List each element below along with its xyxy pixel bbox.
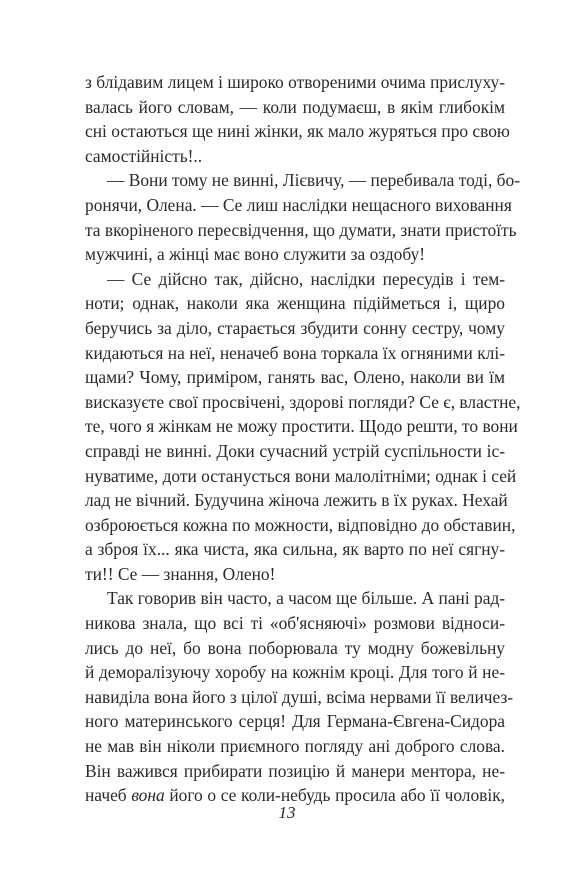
text-line: валась його словам, — коли подумаєш, в якім глибокім (85, 96, 505, 117)
text-line: лад не вічний. Будучина жіноча лежить в їх руках. Нехай (85, 490, 508, 511)
text-line: справді не винні. Доки сучасний устрій суспільности іс- (85, 440, 505, 461)
text-line: а зброя їх... яка чиста, яка сильна, як варто по неї сягну- (85, 539, 505, 560)
text-line: Він важився прибирати позицію й манери ментора, не- (85, 760, 505, 781)
text-line: — Вони тому не винні, Лієвичу, — перебивала тоді, бо- (107, 170, 521, 191)
text-line: кидаються на неї, неначеб вона торкала їх огняними клі- (85, 342, 505, 363)
text-line: лись до неї, бо вона поборювала ту модну божевільну (85, 637, 505, 658)
text-line: з блідавим лицем і широко отвореними очима прислуху- (85, 72, 505, 92)
text-line: та вкоріненого пересвідчення, що думати, знати пристоїть (85, 219, 517, 240)
text-line: не мав він ніколи приємного погляду ані доброго слова. (85, 736, 505, 757)
text-line: никова знала, що всі ті «об'ясняючі» розмови відноси- (85, 613, 505, 634)
text-line: те, чого я жінкам не можу простити. Щодо решти, то вони (85, 416, 518, 437)
text-line: начеб вона його о се коли-небудь просила або її чоловік, (85, 785, 505, 806)
text-line: беручись за діло, старається збудити сонну сестру, чому (85, 317, 505, 338)
text-line: щами? Чому, приміром, ганять вас, Олено, наколи ви їм (85, 367, 505, 388)
text-line: ти!! Се — знання, Олено! (85, 563, 276, 584)
body-text (85, 70, 521, 808)
text-line: нуватиме, доти останусться вони малолітніми; однак і сей (85, 465, 517, 486)
text-line: мужчині, а жінці має воно служити за оздобу! (85, 244, 426, 265)
text-line: самостійність!.. (85, 145, 203, 166)
text-line: ронячи, Олена. — Се лиш наслідки нещасного виховання (85, 194, 512, 215)
text-line: висказуєте свої просвічені, здорові погляди? Се є, властне, (85, 391, 521, 412)
text-line: — Се дійсно так, дійсно, наслідки пересудів і тем- (107, 268, 505, 289)
text-line: ноти; однак, наколи яка женщина підійметься і, щиро (85, 293, 505, 314)
emphasized-word: вона (131, 785, 165, 806)
text-line: Так говорив він часто, а часом ще більше. А пані рад- (107, 588, 506, 609)
text-line: ного материнського серця! Для Германа-Євгена-Сидора (85, 711, 505, 732)
text-line: сні остаються ще нині жінки, як мало журяться про свою (85, 121, 510, 142)
text-line: й деморалізуючу хоробу на кожнім кроці. Для того й не- (85, 662, 505, 683)
text-line: озброюється кожна по можности, відповідно до обставин, (85, 514, 516, 535)
page-number: 13 (278, 803, 296, 822)
text-line: навиділа вона його з цілої душі, всіма нервами її величез- (85, 686, 514, 707)
